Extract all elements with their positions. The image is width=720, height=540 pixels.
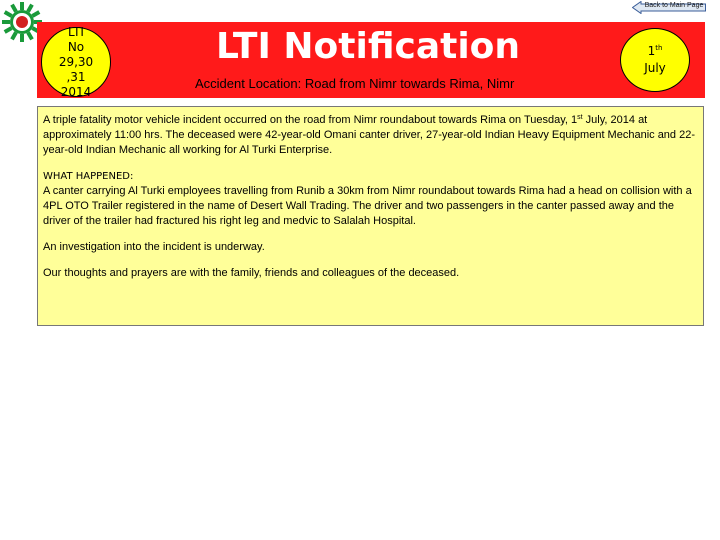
what-happened-text: A canter carrying Al Turki employees travelling from Runib a 30km from Nimr roundabout towards Rima had a head on collision with a 4PL OTO Trailer registered in the name of Desert Wall Trading. The driver and two passengers in the canter passed away and the driver of the trailer had fractured his right leg and medvic to Salalah Hospital.	[43, 185, 692, 227]
intro-ordinal: st	[577, 114, 583, 121]
what-happened-heading: WHAT HAPPENED:	[43, 171, 134, 182]
thoughts-paragraph: Our thoughts and prayers are with the family, friends and colleagues of the deceased.	[43, 267, 460, 279]
intro-text-part1: A triple fatality motor vehicle incident occurred on the road from Nimr roundabout towards Rima on Tuesday, 1	[43, 114, 578, 126]
date-badge	[620, 28, 690, 92]
lti-number-text: LTI No 29,30 ,31 2014	[58, 24, 94, 99]
lti-number-badge	[41, 24, 111, 99]
date-day: 1	[647, 44, 656, 58]
what-happened-paragraph	[43, 169, 699, 229]
back-to-main-page-button[interactable]	[632, 1, 706, 14]
incident-details-box	[37, 106, 704, 326]
intro-text-part2: July, 2014 at approximately 11:00 hrs. The deceased were 42-year-old Omani canter driver, 27-year-old Indian Heavy Equipment Mechanic and 22-year-old Indian Mechanic all working for Al Turki Enterprise.	[43, 114, 695, 156]
investigation-paragraph: An investigation into the incident is underway.	[43, 241, 265, 253]
accident-location: Accident Location: Road from Nimr towards Rima, Nimr	[195, 76, 515, 91]
date-month: July	[644, 61, 666, 75]
page-title: LTI Notification	[215, 26, 521, 67]
intro-paragraph	[43, 113, 699, 158]
back-button-label: Back to Main Page	[644, 2, 704, 9]
company-logo	[2, 2, 42, 42]
date-text	[644, 43, 666, 77]
date-suffix: th	[655, 44, 663, 52]
